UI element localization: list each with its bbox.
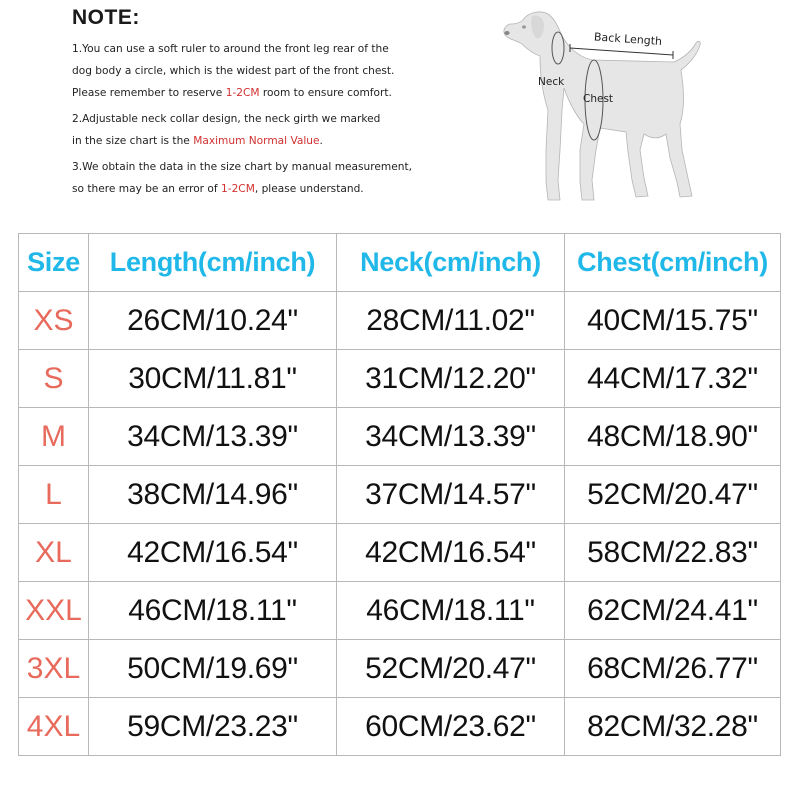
length-cell: 26CM/10.24" bbox=[89, 292, 337, 350]
back-length-line bbox=[570, 48, 673, 55]
table-row bbox=[19, 524, 781, 582]
length-cell: 42CM/16.54" bbox=[89, 524, 337, 582]
chest-label: Chest bbox=[583, 93, 614, 105]
note-highlight: Maximum Normal Value bbox=[193, 135, 320, 147]
size-chart-table bbox=[18, 233, 781, 756]
chest-cell: 62CM/24.41" bbox=[565, 582, 781, 640]
chest-cell: 82CM/32.28" bbox=[565, 698, 781, 756]
table-row bbox=[19, 698, 781, 756]
dog-illustration bbox=[488, 0, 718, 215]
length-cell: 59CM/23.23" bbox=[89, 698, 337, 756]
size-cell: XXL bbox=[19, 582, 89, 640]
length-cell: 30CM/11.81" bbox=[89, 350, 337, 408]
note-line bbox=[70, 38, 470, 60]
note-line bbox=[70, 156, 470, 178]
note-text: , please understand. bbox=[254, 183, 364, 195]
back-length-label: Back Length bbox=[593, 30, 663, 49]
header-size: Size bbox=[19, 234, 89, 292]
table-row bbox=[19, 292, 781, 350]
note-line bbox=[70, 60, 470, 82]
chest-cell: 68CM/26.77" bbox=[565, 640, 781, 698]
size-cell: XS bbox=[19, 292, 89, 350]
table-row bbox=[19, 350, 781, 408]
dog-nose bbox=[504, 31, 509, 35]
chest-cell: 58CM/22.83" bbox=[565, 524, 781, 582]
table-row bbox=[19, 582, 781, 640]
note-text: 1.You can use a soft ruler to around the front leg rear of the bbox=[72, 43, 389, 55]
note-line bbox=[70, 178, 470, 200]
table-row bbox=[19, 408, 781, 466]
length-cell: 50CM/19.69" bbox=[89, 640, 337, 698]
length-cell: 38CM/14.96" bbox=[89, 466, 337, 524]
chest-cell: 48CM/18.90" bbox=[565, 408, 781, 466]
note-line bbox=[70, 82, 470, 104]
chest-cell: 40CM/15.75" bbox=[565, 292, 781, 350]
size-cell: M bbox=[19, 408, 89, 466]
neck-cell: 37CM/14.57" bbox=[337, 466, 565, 524]
neck-cell: 60CM/23.62" bbox=[337, 698, 565, 756]
neck-cell: 46CM/18.11" bbox=[337, 582, 565, 640]
note-title: NOTE: bbox=[72, 6, 140, 29]
table-row bbox=[19, 466, 781, 524]
note-highlight: 1-2CM bbox=[221, 183, 255, 195]
neck-cell: 34CM/13.39" bbox=[337, 408, 565, 466]
note-text: in the size chart is the bbox=[72, 135, 194, 147]
dog-eye bbox=[522, 25, 526, 28]
neck-label: Neck bbox=[538, 76, 565, 88]
size-cell: S bbox=[19, 350, 89, 408]
neck-cell: 52CM/20.47" bbox=[337, 640, 565, 698]
neck-cell: 28CM/11.02" bbox=[337, 292, 565, 350]
note-line bbox=[70, 130, 470, 152]
neck-cell: 31CM/12.20" bbox=[337, 350, 565, 408]
header-neck: Neck(cm/inch) bbox=[337, 234, 565, 292]
size-cell: XL bbox=[19, 524, 89, 582]
note-text: 3.We obtain the data in the size chart by manual measurement, bbox=[72, 161, 412, 173]
size-cell: L bbox=[19, 466, 89, 524]
length-cell: 34CM/13.39" bbox=[89, 408, 337, 466]
dog-measurement-diagram bbox=[488, 0, 718, 215]
note-text: Please remember to reserve bbox=[72, 87, 226, 99]
header-length: Length(cm/inch) bbox=[89, 234, 337, 292]
size-cell: 3XL bbox=[19, 640, 89, 698]
header-chest: Chest(cm/inch) bbox=[565, 234, 781, 292]
note-text: room to ensure comfort. bbox=[259, 87, 392, 99]
note-text: 2.Adjustable neck collar design, the neck girth we marked bbox=[72, 113, 381, 125]
note-text: so there may be an error of bbox=[72, 183, 221, 195]
table-header-row bbox=[19, 234, 781, 292]
note-section bbox=[70, 6, 470, 200]
note-text: dog body a circle, which is the widest part of the front chest. bbox=[72, 65, 395, 77]
note-highlight: 1-2CM bbox=[225, 87, 260, 99]
table-row bbox=[19, 640, 781, 698]
length-cell: 46CM/18.11" bbox=[89, 582, 337, 640]
chest-cell: 44CM/17.32" bbox=[565, 350, 781, 408]
note-text: . bbox=[319, 135, 323, 147]
neck-cell: 42CM/16.54" bbox=[337, 524, 565, 582]
note-line bbox=[70, 108, 470, 130]
chest-cell: 52CM/20.47" bbox=[565, 466, 781, 524]
size-cell: 4XL bbox=[19, 698, 89, 756]
